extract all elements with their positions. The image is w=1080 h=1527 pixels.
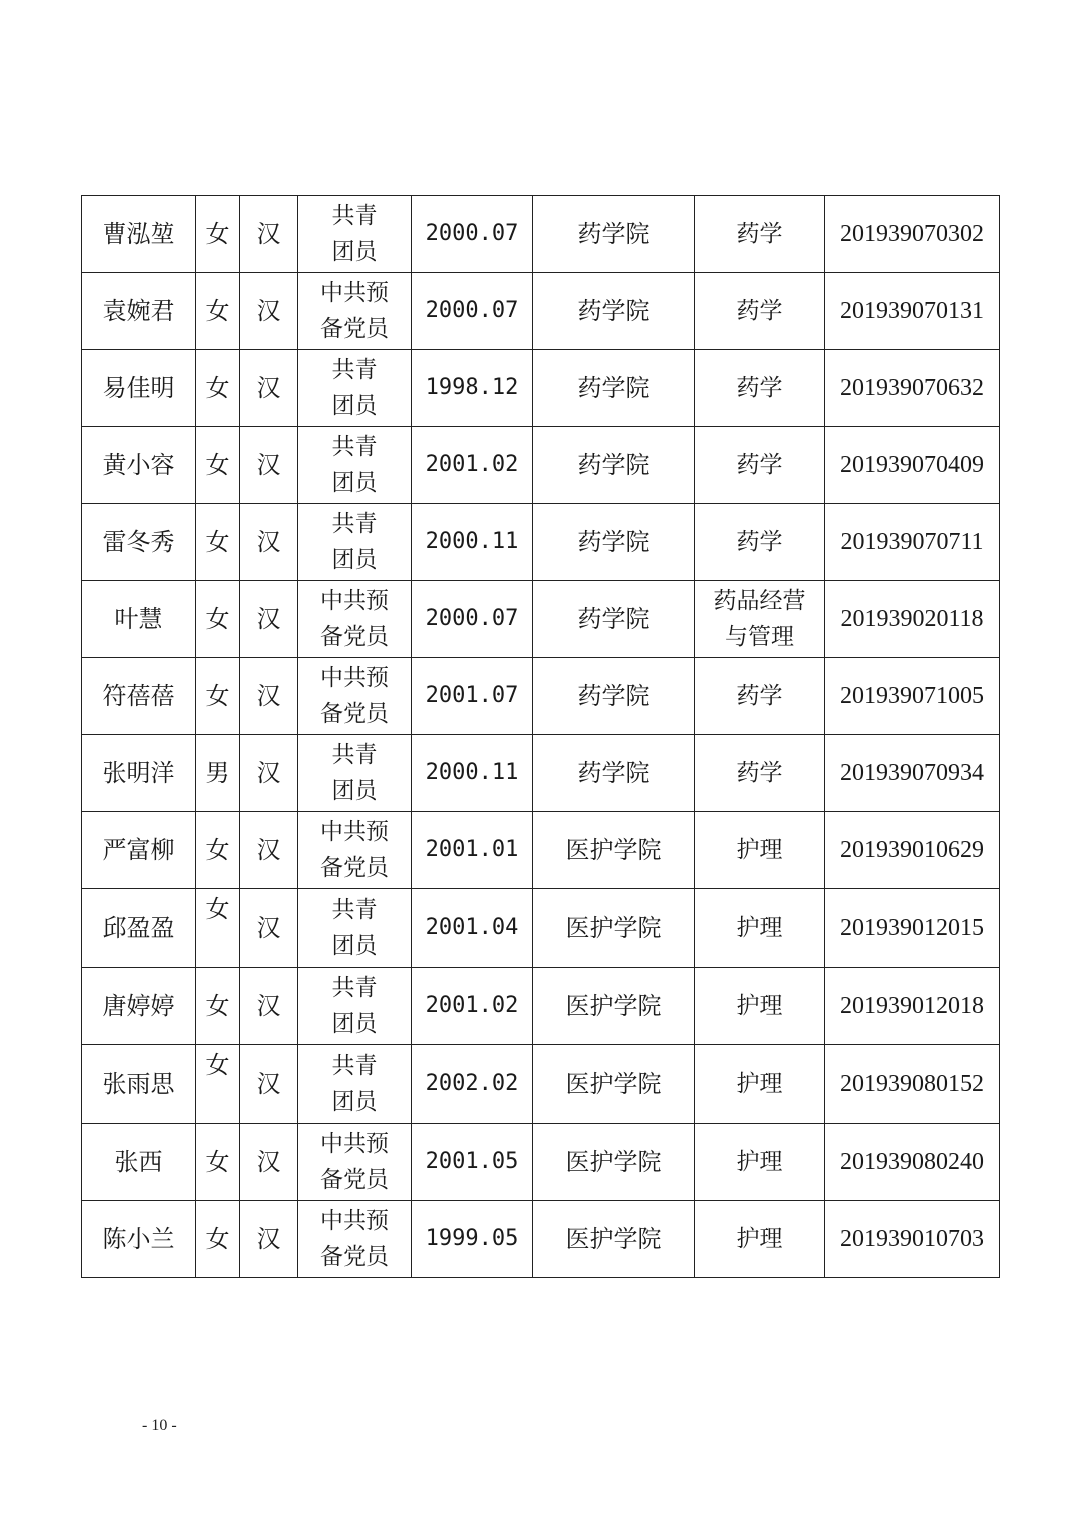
major-cell: [695, 889, 825, 968]
major-cell-line: 护理: [736, 1149, 783, 1175]
party-cell: [298, 581, 412, 658]
birth-cell: 2000.11: [412, 504, 533, 581]
party-cell-line: 备党员: [320, 1244, 389, 1270]
party-cell-line: 团员: [331, 778, 378, 804]
name-cell: 曹泓堃: [82, 196, 196, 273]
party-cell-line: 共青: [331, 357, 378, 383]
name-cell: 符蓓蓓: [82, 658, 196, 735]
party-cell: [298, 968, 412, 1045]
table-row: [82, 196, 1000, 273]
major-cell-line: 药学: [736, 221, 783, 247]
student-id-cell: 201939070711: [825, 504, 1000, 581]
gender-cell: 女: [196, 658, 240, 735]
name-cell: 雷冬秀: [82, 504, 196, 581]
student-id-cell: 201939012015: [825, 889, 1000, 968]
major-cell-line: 护理: [736, 993, 783, 1019]
birth-cell: 2001.02: [412, 427, 533, 504]
ethnicity-cell: 汉: [240, 658, 298, 735]
student-id-cell: 201939012018: [825, 968, 1000, 1045]
birth-cell: 2001.05: [412, 1124, 533, 1201]
college-cell: 药学院: [533, 350, 695, 427]
party-cell-line: 中共预: [320, 1208, 389, 1234]
college-cell: 药学院: [533, 196, 695, 273]
major-cell-line: 药学: [736, 529, 783, 555]
student-id-cell: 201939010703: [825, 1201, 1000, 1278]
party-cell-line: 中共预: [320, 588, 389, 614]
college-cell: 药学院: [533, 735, 695, 812]
name-cell: 张明洋: [82, 735, 196, 812]
party-cell-line: 备党员: [320, 1167, 389, 1193]
party-cell-line: 团员: [331, 933, 378, 959]
major-cell-line: 护理: [736, 915, 783, 941]
gender-cell: 男: [196, 735, 240, 812]
party-cell: [298, 812, 412, 889]
party-cell-line: 共青: [331, 897, 378, 923]
student-id-cell: 201939070302: [825, 196, 1000, 273]
party-cell: [298, 273, 412, 350]
table-row: [82, 581, 1000, 658]
table-row: [82, 968, 1000, 1045]
gender-cell: 女: [196, 1124, 240, 1201]
birth-cell: 1999.05: [412, 1201, 533, 1278]
college-cell: 药学院: [533, 504, 695, 581]
party-cell-line: 中共预: [320, 665, 389, 691]
party-cell-line: 团员: [331, 1089, 378, 1115]
major-cell-line: 护理: [736, 837, 783, 863]
student-id-cell: 201939070934: [825, 735, 1000, 812]
major-cell-line: 与管理: [725, 624, 794, 650]
student-id-cell: 201939070409: [825, 427, 1000, 504]
birth-cell: 2000.07: [412, 196, 533, 273]
party-cell-line: 共青: [331, 975, 378, 1001]
name-cell: 陈小兰: [82, 1201, 196, 1278]
college-cell: 医护学院: [533, 1201, 695, 1278]
table-row: [82, 658, 1000, 735]
name-cell: 叶慧: [82, 581, 196, 658]
ethnicity-cell: 汉: [240, 1201, 298, 1278]
party-cell-line: 备党员: [320, 624, 389, 650]
party-cell-line: 共青: [331, 742, 378, 768]
party-cell-line: 共青: [331, 1053, 378, 1079]
college-cell: 医护学院: [533, 968, 695, 1045]
party-cell-line: 共青: [331, 434, 378, 460]
party-cell-line: 备党员: [320, 855, 389, 881]
party-cell-line: 团员: [331, 1011, 378, 1037]
table-row: [82, 350, 1000, 427]
major-cell: [695, 504, 825, 581]
ethnicity-cell: 汉: [240, 273, 298, 350]
ethnicity-cell: 汉: [240, 581, 298, 658]
roster-body: [82, 196, 1000, 1278]
party-cell-line: 共青: [331, 203, 378, 229]
page-number: - 10 -: [142, 1417, 177, 1434]
party-cell-line: 备党员: [320, 701, 389, 727]
major-cell-line: 药学: [736, 452, 783, 478]
college-cell: 药学院: [533, 273, 695, 350]
table-row: [82, 1201, 1000, 1278]
name-cell: 严富柳: [82, 812, 196, 889]
major-cell: [695, 658, 825, 735]
major-cell-line: 药学: [736, 298, 783, 324]
gender-cell: 女: [196, 196, 240, 273]
gender-cell: 女: [196, 1045, 240, 1124]
ethnicity-cell: 汉: [240, 735, 298, 812]
major-cell-line: 药学: [736, 683, 783, 709]
student-id-cell: 201939070632: [825, 350, 1000, 427]
name-cell: 邱盈盈: [82, 889, 196, 968]
party-cell: [298, 504, 412, 581]
gender-cell: 女: [196, 1201, 240, 1278]
party-cell-line: 中共预: [320, 819, 389, 845]
ethnicity-cell: 汉: [240, 1045, 298, 1124]
birth-cell: 2001.04: [412, 889, 533, 968]
party-cell: [298, 658, 412, 735]
gender-cell: 女: [196, 427, 240, 504]
party-cell-line: 团员: [331, 547, 378, 573]
major-cell: [695, 968, 825, 1045]
table-row: [82, 1045, 1000, 1124]
name-cell: 张西: [82, 1124, 196, 1201]
major-cell-line: 药学: [736, 375, 783, 401]
gender-cell: 女: [196, 350, 240, 427]
student-id-cell: 201939080152: [825, 1045, 1000, 1124]
party-cell-line: 备党员: [320, 316, 389, 342]
name-cell: 黄小容: [82, 427, 196, 504]
birth-cell: 2000.07: [412, 581, 533, 658]
table-row: [82, 273, 1000, 350]
student-id-cell: 201939080240: [825, 1124, 1000, 1201]
gender-cell: 女: [196, 581, 240, 658]
ethnicity-cell: 汉: [240, 1124, 298, 1201]
party-cell: [298, 1124, 412, 1201]
major-cell-line: 护理: [736, 1071, 783, 1097]
major-cell: [695, 196, 825, 273]
gender-cell: 女: [196, 968, 240, 1045]
student-id-cell: 201939010629: [825, 812, 1000, 889]
ethnicity-cell: 汉: [240, 196, 298, 273]
major-cell-line: 护理: [736, 1226, 783, 1252]
table-row: [82, 889, 1000, 968]
ethnicity-cell: 汉: [240, 968, 298, 1045]
major-cell: [695, 1124, 825, 1201]
student-id-cell: 201939020118: [825, 581, 1000, 658]
party-cell: [298, 735, 412, 812]
birth-cell: 2002.02: [412, 1045, 533, 1124]
party-cell: [298, 1045, 412, 1124]
college-cell: 药学院: [533, 581, 695, 658]
party-cell-line: 团员: [331, 470, 378, 496]
birth-cell: 2000.11: [412, 735, 533, 812]
name-cell: 唐婷婷: [82, 968, 196, 1045]
major-cell-line: 药品经营: [713, 588, 806, 614]
major-cell: [695, 427, 825, 504]
gender-cell: 女: [196, 273, 240, 350]
name-cell: 袁婉君: [82, 273, 196, 350]
college-cell: 医护学院: [533, 812, 695, 889]
major-cell: [695, 735, 825, 812]
college-cell: 医护学院: [533, 889, 695, 968]
party-cell-line: 团员: [331, 239, 378, 265]
college-cell: 药学院: [533, 427, 695, 504]
major-cell: [695, 1201, 825, 1278]
party-cell-line: 中共预: [320, 280, 389, 306]
major-cell: [695, 273, 825, 350]
major-cell: [695, 812, 825, 889]
party-cell-line: 团员: [331, 393, 378, 419]
table-row: [82, 812, 1000, 889]
name-cell: 易佳明: [82, 350, 196, 427]
student-id-cell: 201939071005: [825, 658, 1000, 735]
table-row: [82, 427, 1000, 504]
ethnicity-cell: 汉: [240, 504, 298, 581]
party-cell-line: 中共预: [320, 1131, 389, 1157]
party-cell: [298, 889, 412, 968]
birth-cell: 2001.07: [412, 658, 533, 735]
party-cell: [298, 427, 412, 504]
ethnicity-cell: 汉: [240, 889, 298, 968]
table-row: [82, 735, 1000, 812]
party-cell-line: 共青: [331, 511, 378, 537]
ethnicity-cell: 汉: [240, 427, 298, 504]
gender-cell: 女: [196, 504, 240, 581]
ethnicity-cell: 汉: [240, 812, 298, 889]
gender-cell: 女: [196, 812, 240, 889]
college-cell: 医护学院: [533, 1124, 695, 1201]
table-row: [82, 504, 1000, 581]
major-cell: [695, 581, 825, 658]
major-cell: [695, 350, 825, 427]
birth-cell: 2001.02: [412, 968, 533, 1045]
student-roster-table: [81, 195, 1000, 1278]
birth-cell: 1998.12: [412, 350, 533, 427]
name-cell: 张雨思: [82, 1045, 196, 1124]
party-cell: [298, 350, 412, 427]
party-cell: [298, 1201, 412, 1278]
birth-cell: 2001.01: [412, 812, 533, 889]
ethnicity-cell: 汉: [240, 350, 298, 427]
student-id-cell: 201939070131: [825, 273, 1000, 350]
major-cell: [695, 1045, 825, 1124]
gender-cell: 女: [196, 889, 240, 968]
major-cell-line: 药学: [736, 760, 783, 786]
table-row: [82, 1124, 1000, 1201]
party-cell: [298, 196, 412, 273]
college-cell: 药学院: [533, 658, 695, 735]
birth-cell: 2000.07: [412, 273, 533, 350]
college-cell: 医护学院: [533, 1045, 695, 1124]
